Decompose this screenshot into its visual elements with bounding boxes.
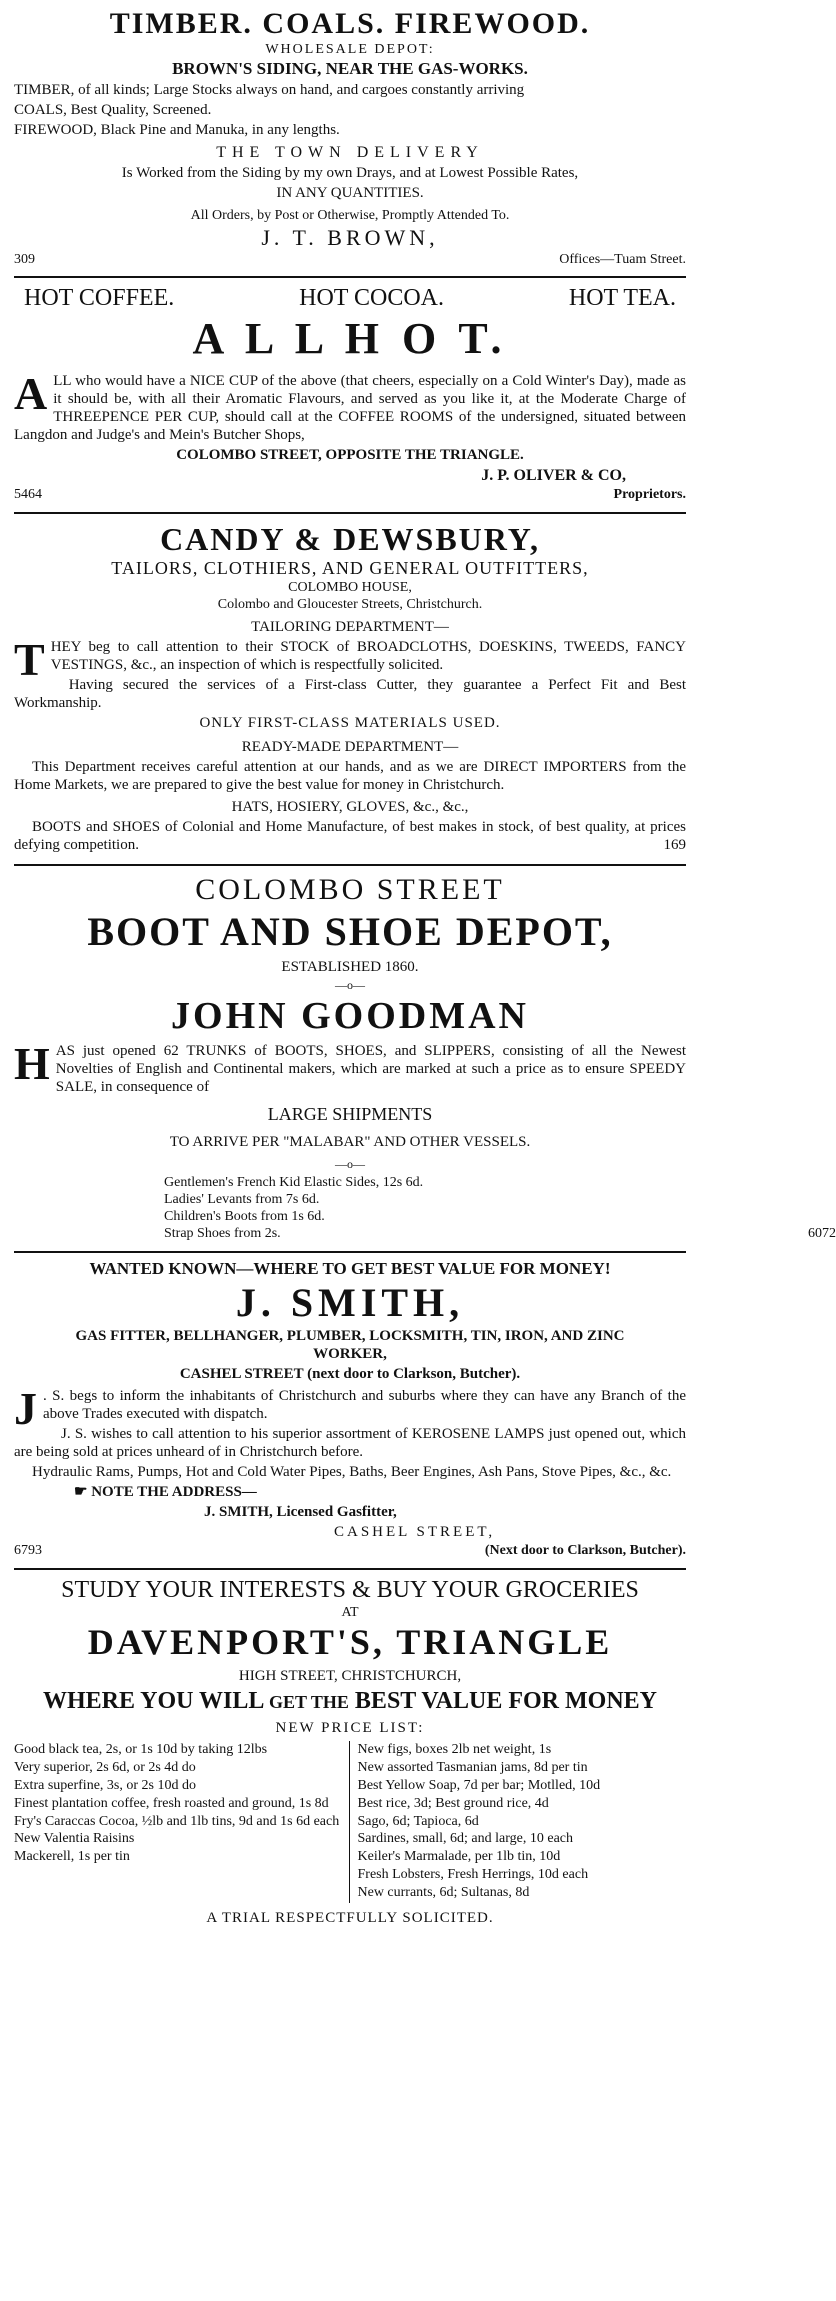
- address: COLOMBO STREET, OPPOSITE THE TRIANGLE.: [176, 446, 524, 463]
- drop-cap: T: [14, 633, 45, 685]
- left-price-column: [14, 1741, 350, 1902]
- note-address: ☛ NOTE THE ADDRESS—: [74, 1484, 257, 1501]
- price-item: Extra superfine, 3s, or 2s 10d do: [14, 1778, 196, 1794]
- tailoring-text: [14, 633, 686, 685]
- house-name: COLOMBO HOUSE,: [288, 579, 412, 595]
- ad-headline: DAVENPORT'S, TRIANGLE: [87, 1622, 613, 1663]
- boots-paragraph: BOOTS and SHOES of Colonial and Home Manufacture, of best makes in stock, of best quality, at prices defying competition.: [14, 818, 686, 853]
- hydraulic-text: Hydraulic Rams, Pumps, Hot and Cold Water Pipes, Baths, Beer Engines, Ash Pans, Stove Pipes, &c., &c.: [32, 1464, 672, 1481]
- body-text: [14, 367, 686, 444]
- price-item: Finest plantation coffee, fresh roasted and ground, 1s 8d: [14, 1795, 329, 1811]
- boots-text: [14, 818, 686, 854]
- hats-line: HATS, HOSIERY, GLOVES, &c., &c.,: [231, 798, 469, 815]
- address-line-1: J. SMITH, Licensed Gasfitter,: [204, 1504, 397, 1521]
- study-heading: STUDY YOUR INTERESTS & BUY YOUR GROCERIES: [61, 1576, 639, 1603]
- hot-coffee: HOT COFFEE.: [24, 285, 175, 312]
- price-item: Best rice, 3d; Best ground rice, 4d: [357, 1795, 549, 1811]
- drop-cap: A: [14, 367, 48, 419]
- price-item: Mackerell, 1s per tin: [14, 1849, 130, 1865]
- price-item: Keiler's Marmalade, per 1lb tin, 10d: [357, 1849, 561, 1865]
- line-firewood: FIREWOOD, Black Pine and Manuka, in any lengths.: [14, 122, 340, 139]
- price-list-heading: NEW PRICE LIST:: [275, 1720, 425, 1737]
- proprietor-name: JOHN GOODMAN: [171, 994, 529, 1037]
- established: ESTABLISHED 1860.: [281, 958, 419, 975]
- price-item: New figs, boxes 2lb net weight, 1s: [357, 1742, 552, 1758]
- readymade-text: This Department receives careful attention at our hands, and as we are DIRECT IMPORTERS from the Home Markets, we are prepared to give the best value for money in Christchurch.: [14, 758, 686, 793]
- body-paragraph: LL who would have a NICE CUP of the above (that cheers, especially on a Cold Winter's Day), made as it should be, with all their Aromatic Flavours, and served as you like it, at the Moderate Charge of THREEPENCE PER CUP, should call at the COFFEE ROOMS of the undersigned, situated between Langdon and Judge's and Mein's Butcher Shops,: [14, 372, 686, 443]
- separator: —o—: [335, 977, 365, 992]
- ad-j-smith: [14, 1253, 686, 1570]
- price-line: Ladies' Levants from 7s 6d.: [164, 1192, 320, 1208]
- price-item: Fresh Lobsters, Fresh Herrings, 10d each: [357, 1867, 589, 1883]
- drop-cap: H: [14, 1037, 50, 1089]
- ad-number: 6072: [808, 1225, 836, 1241]
- street-name: COLOMBO STREET: [195, 872, 505, 906]
- price-line: Children's Boots from 1s 6d.: [164, 1209, 325, 1225]
- subheading: TAILORS, CLOTHIERS, AND GENERAL OUTFITTERS,: [111, 558, 589, 579]
- worked-text: Is Worked from the Siding by my own Drays, and at Lowest Possible Rates,: [121, 165, 579, 182]
- newspaper-page: [10, 0, 836, 1937]
- ad-headline: BOOT AND SHOE DEPOT,: [87, 908, 613, 954]
- offices-address: Offices—Tuam Street.: [559, 251, 686, 267]
- body-paragraph: HEY beg to call attention to their STOCK of BROADCLOTHS, DOESKINS, TWEEDS, FANCY VESTINGS, &c., an inspection of which is respectfully solicited.: [50, 638, 686, 673]
- subheading: WHOLESALE DEPOT:: [265, 42, 435, 57]
- body-text: [14, 1383, 686, 1435]
- price-item: Very superior, 2s 6d, or 2s 4d do: [14, 1760, 196, 1776]
- ad-number: 169: [663, 836, 686, 853]
- advertiser-name: J. T. BROWN,: [261, 225, 439, 251]
- line-coals: COALS, Best Quality, Screened.: [14, 102, 212, 119]
- readymade-heading: READY-MADE DEPARTMENT—: [241, 738, 459, 755]
- price-item: New assorted Tasmanian jams, 8d per tin: [357, 1760, 588, 1776]
- cutter-text: Having secured the services of a First-class Cutter, they guarantee a Perfect Fit and Best Workmanship.: [14, 676, 686, 711]
- ad-davenports: [14, 1570, 686, 1937]
- advertiser-name: J. P. OLIVER & CO,: [481, 466, 626, 484]
- price-columns: [14, 1741, 686, 1902]
- cashel-address: CASHEL STREET (next door to Clarkson, Butcher).: [179, 1366, 521, 1383]
- ad-headline: J. SMITH,: [235, 1280, 465, 1326]
- drop-cap: J: [14, 1383, 37, 1435]
- best-value: BEST VALUE FOR MONEY: [354, 1687, 657, 1714]
- orders-text: All Orders, by Post or Otherwise, Promptly Attended To.: [190, 208, 510, 224]
- large-shipments: LARGE SHIPMENTS: [267, 1103, 433, 1124]
- get-the: GET THE: [269, 1691, 349, 1712]
- price-line: Strap Shoes from 2s.: [164, 1225, 281, 1241]
- price-list: [14, 1175, 836, 1242]
- price-item: Best Yellow Soap, 7d per bar; Motlled, 10d: [357, 1778, 601, 1794]
- address-line-3: (Next door to Clarkson, Butcher).: [484, 1543, 686, 1559]
- where-you-will: WHERE YOU WILL: [42, 1687, 264, 1714]
- price-item: New Valentia Raisins: [14, 1831, 135, 1847]
- price-item: New currants, 6d; Sultanas, 8d: [357, 1884, 530, 1900]
- trial-solicited: A TRIAL RESPECTFULLY SOLICITED.: [206, 1909, 494, 1926]
- address-line-2: CASHEL STREET,: [334, 1524, 496, 1541]
- arrive-text: TO ARRIVE PER "MALABAR" AND OTHER VESSELS.: [169, 1134, 531, 1151]
- ad-headline: TIMBER. COALS. FIREWOOD.: [109, 7, 591, 40]
- price-item: Fry's Caraccas Cocoa, ½lb and 1lb tins, 9d and 1s 6d each: [14, 1813, 340, 1829]
- body-paragraph: AS just opened 62 TRUNKS of BOOTS, SHOES, and SLIPPERS, consisting of all the Newest Novelties of English and Continental makers, which are marked at such a price as to ensure SPEEDY SALE, in consequence of: [55, 1042, 686, 1095]
- ad-headline: CANDY & DEWSBURY,: [160, 520, 540, 557]
- quantities: IN ANY QUANTITIES.: [276, 185, 424, 202]
- materials-text: ONLY FIRST-CLASS MATERIALS USED.: [199, 714, 501, 731]
- body-text: [14, 1037, 686, 1096]
- ad-number: 6793: [14, 1543, 42, 1559]
- ad-number: 5464: [14, 487, 42, 503]
- high-street: HIGH STREET, CHRISTCHURCH,: [238, 1667, 462, 1684]
- at-label: AT: [341, 1604, 359, 1620]
- lamps-text: J. S. wishes to call attention to his superior assortment of KEROSENE LAMPS just opened out, which are being sold at prices unheard of in Christchurch before.: [14, 1426, 686, 1461]
- best-value-line: [14, 1687, 686, 1716]
- trades-list: GAS FITTER, BELLHANGER, PLUMBER, LOCKSMITH, TIN, IRON, AND ZINC WORKER,: [75, 1328, 625, 1363]
- hot-tea: HOT TEA.: [568, 285, 676, 312]
- price-line: Gentlemen's French Kid Elastic Sides, 12s 6d.: [164, 1175, 424, 1191]
- ad-headline: A L L H O T.: [192, 314, 508, 364]
- line-timber: TIMBER, of all kinds; Large Stocks always on hand, and cargoes constantly arriving: [14, 82, 525, 99]
- separator: —o—: [335, 1157, 365, 1172]
- town-delivery: THE TOWN DELIVERY: [216, 144, 484, 162]
- right-price-column: [350, 1741, 687, 1902]
- subheading-location: BROWN'S SIDING, NEAR THE GAS-WORKS.: [172, 58, 528, 78]
- body-paragraph: . S. begs to inform the inhabitants of Christchurch and suburbs where they can have any Branch of the above Trades executed with dispatch.: [43, 1388, 686, 1423]
- price-item: Good black tea, 2s, or 1s 10d by taking 12lbs: [14, 1742, 268, 1758]
- ad-all-hot: [14, 278, 686, 514]
- tailoring-heading: TAILORING DEPARTMENT—: [251, 618, 449, 635]
- ad-timber-coals: [14, 0, 686, 278]
- ad-boot-shoe-depot: [14, 866, 836, 1253]
- price-item: Sago, 6d; Tapioca, 6d: [357, 1813, 479, 1829]
- hot-cocoa: HOT COCOA.: [299, 285, 445, 312]
- corner-address: Colombo and Gloucester Streets, Christchurch.: [217, 596, 483, 612]
- ad-candy-dewsbury: [14, 514, 686, 866]
- wanted-heading: WANTED KNOWN—WHERE TO GET BEST VALUE FOR MONEY!: [89, 1258, 611, 1278]
- ad-number: 309: [14, 251, 35, 267]
- price-item: Sardines, small, 6d; and large, 10 each: [357, 1831, 574, 1847]
- proprietors-label: Proprietors.: [613, 487, 686, 503]
